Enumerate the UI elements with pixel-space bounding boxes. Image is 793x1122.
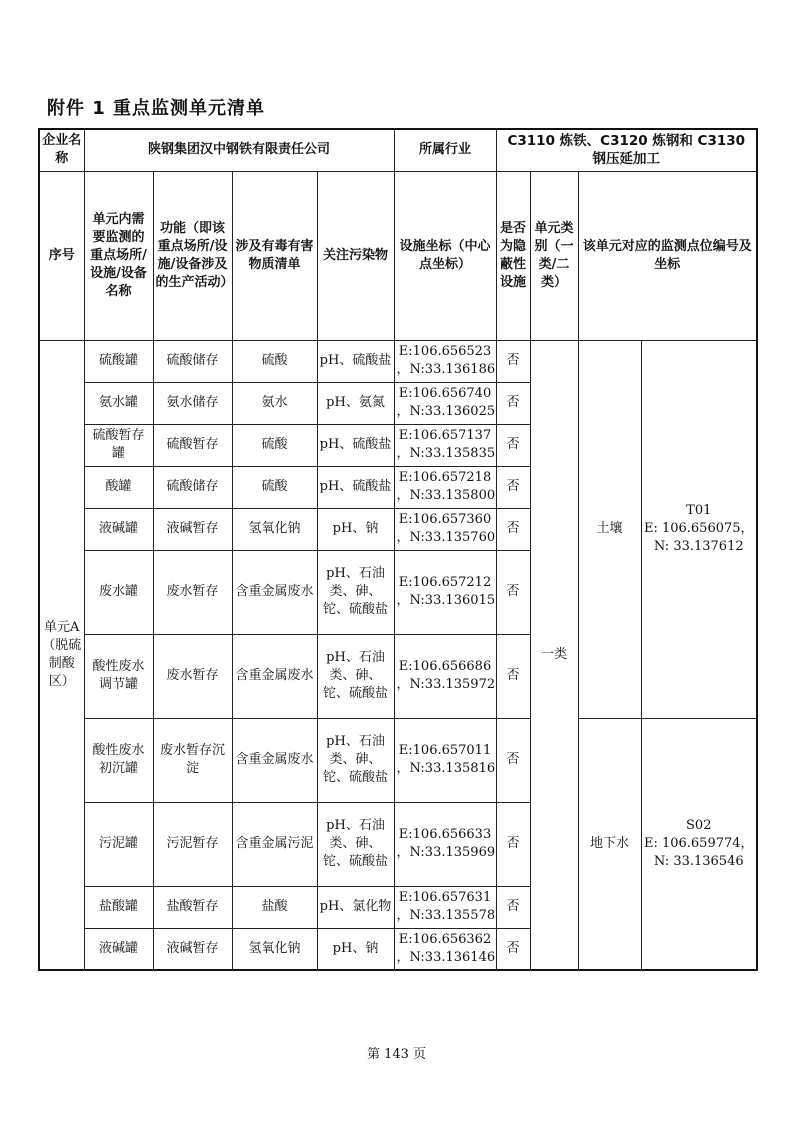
pollutant: pH、钠 xyxy=(317,508,394,550)
facility-name: 硫酸暂存罐 xyxy=(84,424,153,466)
industry-value: C3110 炼铁、C3120 炼钢和 C3130 钢压延加工 xyxy=(496,129,757,171)
facility-name: 废水罐 xyxy=(84,550,153,634)
facility-coords xyxy=(394,424,496,466)
facility-function: 污泥暂存 xyxy=(153,802,232,886)
facility-name: 液碱罐 xyxy=(84,508,153,550)
facility-name: 酸罐 xyxy=(84,466,153,508)
col-facility: 单元内需要监测的重点场所/设施/设备名称 xyxy=(84,171,153,340)
pollutant: pH、硫酸盐 xyxy=(317,466,394,508)
monitor-point-n: N: 33.137612 xyxy=(653,539,744,554)
toxic-substance: 含重金属废水 xyxy=(232,550,317,634)
unit-class: 一类 xyxy=(530,340,578,970)
pollutant: pH、石油类、砷、铊、硫酸盐 xyxy=(317,634,394,718)
facility-coords xyxy=(394,466,496,508)
table-row xyxy=(39,340,757,382)
col-function: 功能（即该重点场所/设施/设备涉及的生产活动） xyxy=(153,171,232,340)
coord-e: E:106.656740 xyxy=(398,386,492,401)
pollutant: pH、钠 xyxy=(317,928,394,970)
coord-n: ，N:33.135578 xyxy=(396,908,496,923)
unit-name: 单元A（脱硫制酸区） xyxy=(39,340,84,970)
monitor-point-e: E: 106.656075， xyxy=(643,521,754,536)
monitor-point xyxy=(641,718,757,970)
toxic-substance: 硫酸 xyxy=(232,340,317,382)
coord-n: ，N:33.136186 xyxy=(396,362,496,377)
hidden-flag: 否 xyxy=(496,550,530,634)
hidden-flag: 否 xyxy=(496,634,530,718)
pollutant: pH、氯化物 xyxy=(317,886,394,928)
hidden-flag: 否 xyxy=(496,886,530,928)
coord-e: E:106.657360 xyxy=(398,512,492,527)
facility-function: 废水暂存 xyxy=(153,634,232,718)
monitor-point-e: E: 106.659774， xyxy=(643,835,754,851)
coord-n: ，N:33.136146 xyxy=(396,949,496,965)
toxic-substance: 氨水 xyxy=(232,382,317,424)
coord-e: E:106.656362 xyxy=(398,931,492,947)
hidden-flag: 否 xyxy=(496,802,530,886)
hidden-flag: 否 xyxy=(496,382,530,424)
facility-coords xyxy=(394,886,496,928)
facility-coords xyxy=(394,508,496,550)
pollutant: pH、硫酸盐 xyxy=(317,424,394,466)
hidden-flag: 否 xyxy=(496,718,530,802)
pollutant: pH、石油类、砷、铊、硫酸盐 xyxy=(317,550,394,634)
coord-e: E:106.656633 xyxy=(398,827,492,842)
monitor-point-id: T01 xyxy=(686,503,712,518)
coord-e: E:106.657011 xyxy=(398,743,492,758)
facility-name: 污泥罐 xyxy=(84,802,153,886)
pollutant: pH、石油类、砷、铊、硫酸盐 xyxy=(317,718,394,802)
hidden-flag: 否 xyxy=(496,340,530,382)
coord-e: E:106.657137 xyxy=(398,428,492,443)
facility-name: 酸性废水调节罐 xyxy=(84,634,153,718)
company-label: 企业名称 xyxy=(39,129,84,171)
facility-coords xyxy=(394,802,496,886)
col-monitor: 该单元对应的监测点位编号及坐标 xyxy=(578,171,757,340)
toxic-substance: 盐酸 xyxy=(232,886,317,928)
monitor-point-id: S02 xyxy=(686,817,712,833)
toxic-substance: 硫酸 xyxy=(232,424,317,466)
coord-n: ，N:33.135760 xyxy=(396,530,496,545)
hidden-flag: 否 xyxy=(496,508,530,550)
coord-e: E:106.657212 xyxy=(398,575,492,590)
facility-name: 盐酸罐 xyxy=(84,886,153,928)
table-body xyxy=(39,340,757,970)
facility-function: 盐酸暂存 xyxy=(153,886,232,928)
industry-label: 所属行业 xyxy=(394,129,496,171)
facility-coords xyxy=(394,634,496,718)
monitor-point-n: N: 33.136546 xyxy=(653,853,744,869)
col-seq: 序号 xyxy=(39,171,84,340)
page-footer: 第 143 页 xyxy=(366,1047,427,1062)
coord-n: ，N:33.136015 xyxy=(396,593,496,608)
hidden-flag: 否 xyxy=(496,424,530,466)
column-header-row xyxy=(39,171,757,340)
toxic-substance: 含重金属废水 xyxy=(232,634,317,718)
pollutant: pH、硫酸盐 xyxy=(317,340,394,382)
hidden-flag: 否 xyxy=(496,928,530,970)
toxic-substance: 含重金属废水 xyxy=(232,718,317,802)
facility-name: 酸性废水初沉罐 xyxy=(84,718,153,802)
facility-function: 液碱暂存 xyxy=(153,508,232,550)
hidden-flag: 否 xyxy=(496,466,530,508)
facility-function: 废水暂存沉淀 xyxy=(153,718,232,802)
facility-coords xyxy=(394,928,496,970)
facility-name: 硫酸罐 xyxy=(84,340,153,382)
facility-name: 液碱罐 xyxy=(84,928,153,970)
monitor-medium: 地下水 xyxy=(578,718,641,970)
coord-e: E:106.656523 xyxy=(398,344,492,359)
toxic-substance: 氢氧化钠 xyxy=(232,508,317,550)
facility-function: 氨水储存 xyxy=(153,382,232,424)
facility-coords xyxy=(394,718,496,802)
facility-name: 氨水罐 xyxy=(84,382,153,424)
facility-coords xyxy=(394,382,496,424)
facility-function: 液碱暂存 xyxy=(153,928,232,970)
facility-coords xyxy=(394,340,496,382)
col-pollutant: 关注污染物 xyxy=(317,171,394,340)
facility-function: 硫酸储存 xyxy=(153,466,232,508)
monitor-medium: 土壤 xyxy=(578,340,641,718)
facility-function: 硫酸储存 xyxy=(153,340,232,382)
col-hidden: 是否为隐蔽性设施 xyxy=(496,171,530,340)
table-row xyxy=(39,718,757,802)
coord-n: ，N:33.135800 xyxy=(396,488,496,503)
col-unit-class: 单元类别（一类/二类） xyxy=(530,171,578,340)
page-title: 附件 1 重点监测单元清单 xyxy=(47,98,266,119)
facility-coords xyxy=(394,550,496,634)
coord-n: ，N:33.135969 xyxy=(396,845,496,860)
facility-function: 废水暂存 xyxy=(153,550,232,634)
col-coords: 设施坐标（中心点坐标） xyxy=(394,171,496,340)
toxic-substance: 氢氧化钠 xyxy=(232,928,317,970)
coord-n: ，N:33.136025 xyxy=(396,404,496,419)
company-row xyxy=(39,129,757,171)
facility-function: 硫酸暂存 xyxy=(153,424,232,466)
pollutant: pH、氨氮 xyxy=(317,382,394,424)
pollutant: pH、石油类、砷、铊、硫酸盐 xyxy=(317,802,394,886)
coord-n: ，N:33.135816 xyxy=(396,761,496,776)
coord-n: ，N:33.135835 xyxy=(396,446,496,461)
coord-e: E:106.657218 xyxy=(398,470,492,485)
company-name: 陕钢集团汉中钢铁有限责任公司 xyxy=(84,129,394,171)
toxic-substance: 含重金属污泥 xyxy=(232,802,317,886)
coord-n: ，N:33.135972 xyxy=(396,677,496,692)
monitoring-unit-table xyxy=(38,128,758,971)
toxic-substance: 硫酸 xyxy=(232,466,317,508)
monitor-point xyxy=(641,340,757,718)
coord-e: E:106.656686 xyxy=(398,659,492,674)
col-toxic: 涉及有毒有害物质清单 xyxy=(232,171,317,340)
coord-e: E:106.657631 xyxy=(398,890,492,905)
